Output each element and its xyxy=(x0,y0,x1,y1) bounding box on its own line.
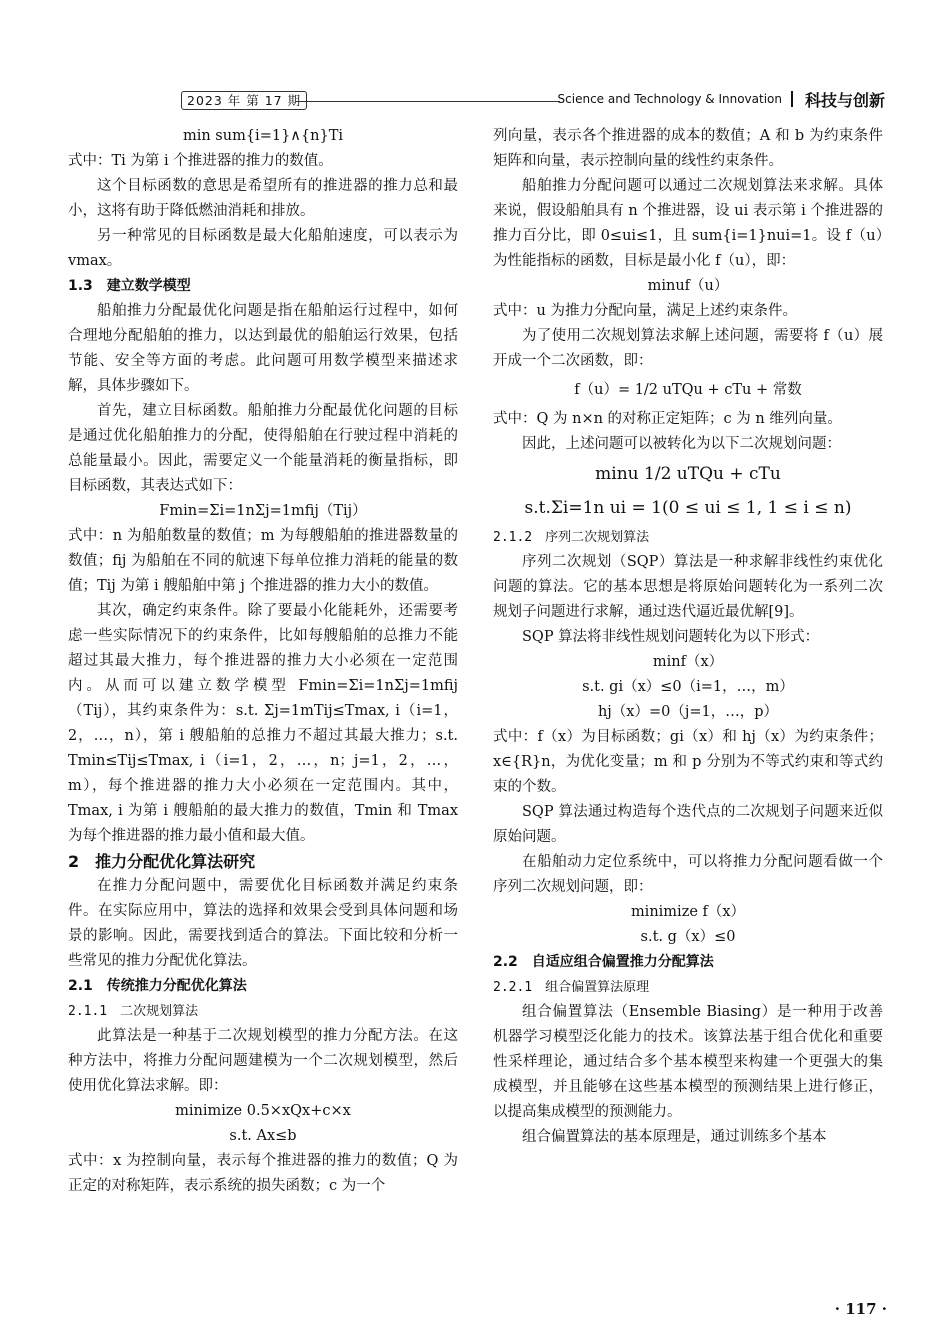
page-header xyxy=(181,88,885,112)
paragraph: 式中：n 为船舶数量的数值；m 为每艘船舶的推进器数量的数值；fij 为船舶在不同的航速下每单位推力消耗的能量的数值；Tij 为第 i 艘船舶中第 j 个推进器的推力大小的数值。 xyxy=(68,528,458,594)
journal-title-cn: 科技与创新 xyxy=(804,91,885,110)
paragraph: 因此，上述问题可以被转化为以下二次规划问题： xyxy=(522,436,841,452)
paragraph: 为了使用二次规划算法求解上述问题，需要将 f（u）展开成一个二次函数，即： xyxy=(493,328,883,369)
paragraph: SQP 算法通过构造每个迭代点的二次规划子问题来近似原始问题。 xyxy=(493,804,883,845)
paragraph: 此算法是一种基于二次规划模型的推力分配方法。在这种方法中，将推力分配问题建模为一个二次规划模型，然后使用优化算法求解。即： xyxy=(68,1028,458,1094)
formula: s.t. g（x）≤0 xyxy=(640,929,736,945)
paragraph: 组合偏置算法的基本原理是，通过训练多个基本 xyxy=(522,1129,827,1145)
formula: hj（x）=0（j=1，…，p） xyxy=(597,704,779,720)
paragraph: 式中：x 为控制向量，表示每个推进器的推力的数值；Q 为正定的对称矩阵，表示系统的损失函数；c 为一个 xyxy=(68,1153,458,1194)
subsection-heading: 1.3 建立数学模型 xyxy=(68,278,191,294)
paragraph: 船舶推力分配最优化问题是指在船舶运行过程中，如何合理地分配船舶的推力，以达到最优的船舶运行效果，包括节能、安全等方面的考虑。此问题可用数学模型来描述求解，具体步骤如下。 xyxy=(68,303,458,394)
formula: min sum{i=1}∧{n}Ti xyxy=(182,128,344,144)
paragraph: 式中：f（x）为目标函数；gi（x）和 hj（x）为约束条件；x∈{R}n，为优化变量；m 和 p 分别为不等式约束和等式约束的个数。 xyxy=(493,729,883,795)
header-separator xyxy=(791,91,793,107)
paragraph: 式中：Ti 为第 i 个推进器的推力的数值。 xyxy=(68,153,333,169)
paragraph: 其次，确定约束条件。除了要最小化能耗外，还需要考虑一些实际情况下的约束条件，比如每艘船舶的总推力不能超过其最大推力，每个推进器的推力大小必须在一定范围内。从而可以建立数学模型 Fmin=Σi=1nΣj=1mfij（Tij），其约束条件为：s.t. Σj=1mTij≤Tmax, i（i=1，2，…，n），第 i 艘船舶的总推力不超过其最大推力；s.t. Tmin≤Tij≤Tmax, i（i=1，2，…，n；j=1，2，…，m），每个推进器的推力大小必须在一定范围内。其中，Tmax, i 为第 i 艘船舶的最大推力的数值，Tmin 和 Tmax 为每个推进器的推力最小值和最大值。 xyxy=(68,603,458,844)
journal-title-en: Science and Technology & Innovation xyxy=(557,92,782,106)
paragraph: 式中：u 为推力分配向量，满足上述约束条件。 xyxy=(493,303,797,319)
paragraph: SQP 算法将非线性规划问题转化为以下形式： xyxy=(522,629,820,645)
formula: f（u）= 1/2 uTQu + cTu + 常数 xyxy=(574,382,802,398)
right-column xyxy=(493,124,883,1150)
paragraph: 另一种常见的目标函数是最大化船舶速度，可以表示为 vmax。 xyxy=(68,228,458,269)
paragraph: 这个目标函数的意思是希望所有的推进器的推力总和最小，这将有助于降低燃油消耗和排放。 xyxy=(68,178,458,219)
formula: minf（x） xyxy=(652,654,724,670)
paragraph: 列向量，表示各个推进器的成本的数值；A 和 b 为约束条件矩阵和向量，表示控制向量的线性约束条件。 xyxy=(493,128,883,169)
left-column xyxy=(68,124,458,1199)
subsubsection-heading: 2.1.2 序列二次规划算法 xyxy=(493,530,650,545)
paragraph: 序列二次规划（SQP）算法是一种求解非线性约束优化问题的算法。它的基本思想是将原始问题转化为一系列二次规划子问题进行求解，通过迭代逼近最优解[9]。 xyxy=(493,554,883,620)
formula: minimize 0.5×xQx+c×x xyxy=(175,1103,351,1119)
formula: minimize f（x） xyxy=(630,904,746,920)
header-rule xyxy=(296,101,560,102)
formula: s.t.Σi=1n ui = 1(0 ≤ ui ≤ 1, 1 ≤ i ≤ n) xyxy=(524,498,852,518)
paragraph: 首先，建立目标函数。船舶推力分配最优化问题的目标是通过优化船舶推力的分配，使得船舶在行驶过程中消耗的总能量最小。因此，需要定义一个能量消耗的衡量指标，即目标函数，其表达式如下： xyxy=(68,403,458,494)
page-number: · 117 · xyxy=(834,1300,887,1318)
formula: s.t. Ax≤b xyxy=(229,1128,297,1144)
subsubsection-heading: 2.2.1 组合偏置算法原理 xyxy=(493,980,650,995)
subsection-heading: 2.1 传统推力分配优化算法 xyxy=(68,978,247,994)
formula: Fmin=Σi=1nΣj=1mfij（Tij） xyxy=(159,503,367,519)
subsubsection-heading: 2.1.1 二次规划算法 xyxy=(68,1004,199,1019)
paragraph: 船舶推力分配问题可以通过二次规划算法来求解。具体来说，假设船舶具有 n 个推进器，设 ui 表示第 i 个推进器的推力百分比，即 0≤ui≤1，且 sum{i=1}nui=1。设 f（u）为性能指标的函数，目标是最小化 f（u），即： xyxy=(493,178,883,269)
section-heading: 2 推力分配优化算法研究 xyxy=(68,852,256,871)
paragraph: 组合偏置算法（Ensemble Biasing）是一种用于改善机器学习模型泛化能力的技术。该算法基于组合优化和重要性采样理论，通过结合多个基本模型来构建一个更强大的集成模型，并且能够在这些基本模型的预测结果上进行修正，以提高集成模型的预测能力。 xyxy=(493,1004,883,1120)
paragraph: 在船舶动力定位系统中，可以将推力分配问题看做一个序列二次规划问题，即： xyxy=(493,854,883,895)
subsection-heading: 2.2 自适应组合偏置推力分配算法 xyxy=(493,954,714,970)
formula: minuf（u） xyxy=(647,278,729,294)
issue-label: 2023 年 第 17 期 xyxy=(181,91,307,110)
formula: minu 1/2 uTQu + cTu xyxy=(595,464,781,484)
paragraph: 在推力分配问题中，需要优化目标函数并满足约束条件。在实际应用中，算法的选择和效果会受到具体问题和场景的影响。因此，需要找到适合的算法。下面比较和分析一些常见的推力分配优化算法。 xyxy=(68,878,458,969)
paragraph: 式中：Q 为 n×n 的对称正定矩阵；c 为 n 维列向量。 xyxy=(493,411,842,427)
formula: s.t. gi（x）≤0（i=1，…，m） xyxy=(582,679,794,695)
